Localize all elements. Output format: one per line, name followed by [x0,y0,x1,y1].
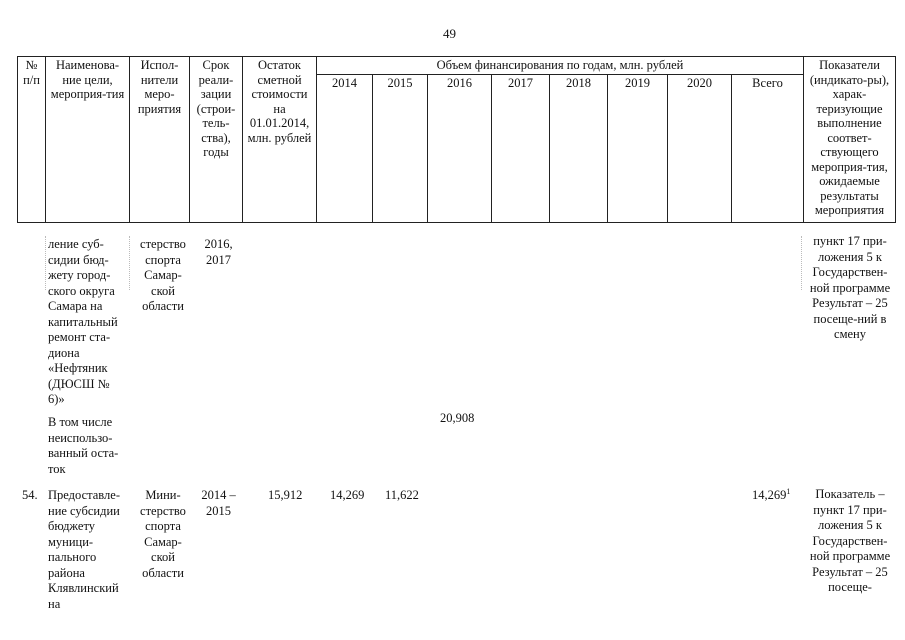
row-54-value-2015: 11,622 [385,488,419,502]
row-54-total-value: 14,269 [752,488,787,503]
header-year-2020: 2020 [668,74,732,223]
header-indicators: Показатели (индикато-ры), харак-теризующие выполнение соответ-ствующего мероприя-тия, ожидаемые результаты мероприятия [804,57,896,223]
row-54-indicators: Показатель – пункт 17 при-ложения 5 к Государствен-ной программе Результат – 25 посеще- [809,487,891,594]
header-year-2017: 2017 [492,74,550,223]
row-54-executor: Мини-стерство спорта Самар-ской области [140,488,186,580]
row-54-value-2014: 14,269 [330,488,365,502]
cont-row-term: 2016, 2017 [204,237,233,267]
header-num: № п/п [18,57,46,223]
header-year-2016: 2016 [428,74,492,223]
incl-row-value-2016: 20,908 [440,411,475,425]
header-year-total: Всего [732,74,804,223]
row-54-name: Предоставле-ние субсидии бюджету муници-пального района Клявлинский на [48,488,120,611]
cont-row-name: ление суб-сидии бюд-жету город-ского округа Самара на капитальный ремонт ста-диона «Нефтяник (ДЮСШ № 6)» [48,237,118,406]
header-balance: Остаток сметной стоимости на 01.01.2014, млн. рублей [243,57,317,223]
header-year-2018: 2018 [550,74,608,223]
row-54-total [752,487,790,503]
header-year-2015: 2015 [373,74,428,223]
page-number: 49 [443,26,456,41]
row-54-balance: 15,912 [268,488,303,502]
table-header [17,56,896,223]
header-funding-title: Объем финансирования по годам, млн. рублей [317,57,804,75]
cont-row-executor: стерство спорта Самар-ской области [140,237,186,313]
row-54-total-footnote: 1 [786,487,791,496]
row-54-num: 54. [22,488,38,502]
header-name: Наименова-ние цели, мероприя-тия [46,57,130,223]
cont-row-indicators: пункт 17 при-ложения 5 к Государствен-ной программе Результат – 25 посеще-ний в смену [809,234,891,341]
incl-row-name: В том числе неиспользо-ванный оста-ток [48,415,119,476]
header-executor: Испол-нители меро-приятия [130,57,190,223]
header-term: Срок реали-зации (строи-тель-ства), годы [190,57,243,223]
header-year-2014: 2014 [317,74,373,223]
row-54-term: 2014 – 2015 [201,488,236,518]
header-year-2019: 2019 [608,74,668,223]
